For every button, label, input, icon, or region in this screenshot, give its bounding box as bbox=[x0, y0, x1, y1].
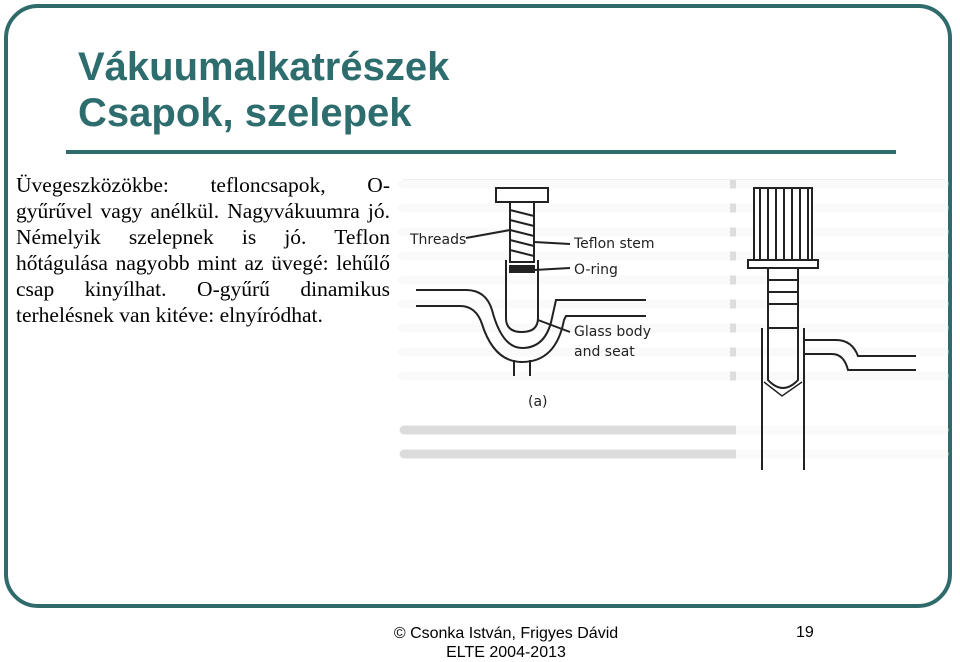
footer-credit-line-2: ELTE 2004-2013 bbox=[446, 644, 566, 661]
label-teflon-stem: Teflon stem bbox=[574, 236, 655, 252]
page-number: 19 bbox=[796, 624, 814, 641]
body-paragraph: Üvegeszközökbe: tefloncsapok, O-gyűrűvel vagy anélkül. Nagyvákuumra jó. Némelyik szelepnek is jó. Teflon hőtágulása nagyobb mint az üvegé: lehűlő csap kinyílhat. O-gyűrű dinamikus terhelésnek van kitéve: elnyíródhat. bbox=[16, 173, 390, 327]
footer-credit bbox=[376, 624, 636, 662]
title-line-2: Csapok, szelepek bbox=[78, 91, 412, 135]
label-o-ring: O-ring bbox=[574, 262, 618, 278]
label-threads: Threads bbox=[410, 232, 467, 248]
title-line-1: Vákuumalkatrészek bbox=[78, 45, 450, 89]
figure-caption: (a) bbox=[528, 394, 548, 410]
slide-title bbox=[78, 44, 449, 136]
footer-credit-line-1: © Csonka István, Frigyes Dávid bbox=[393, 625, 619, 642]
stopcock-valve-illustration bbox=[396, 160, 952, 480]
title-divider bbox=[66, 150, 896, 154]
label-glass-body: Glass body bbox=[574, 324, 651, 340]
label-and-seat: and seat bbox=[574, 344, 635, 360]
